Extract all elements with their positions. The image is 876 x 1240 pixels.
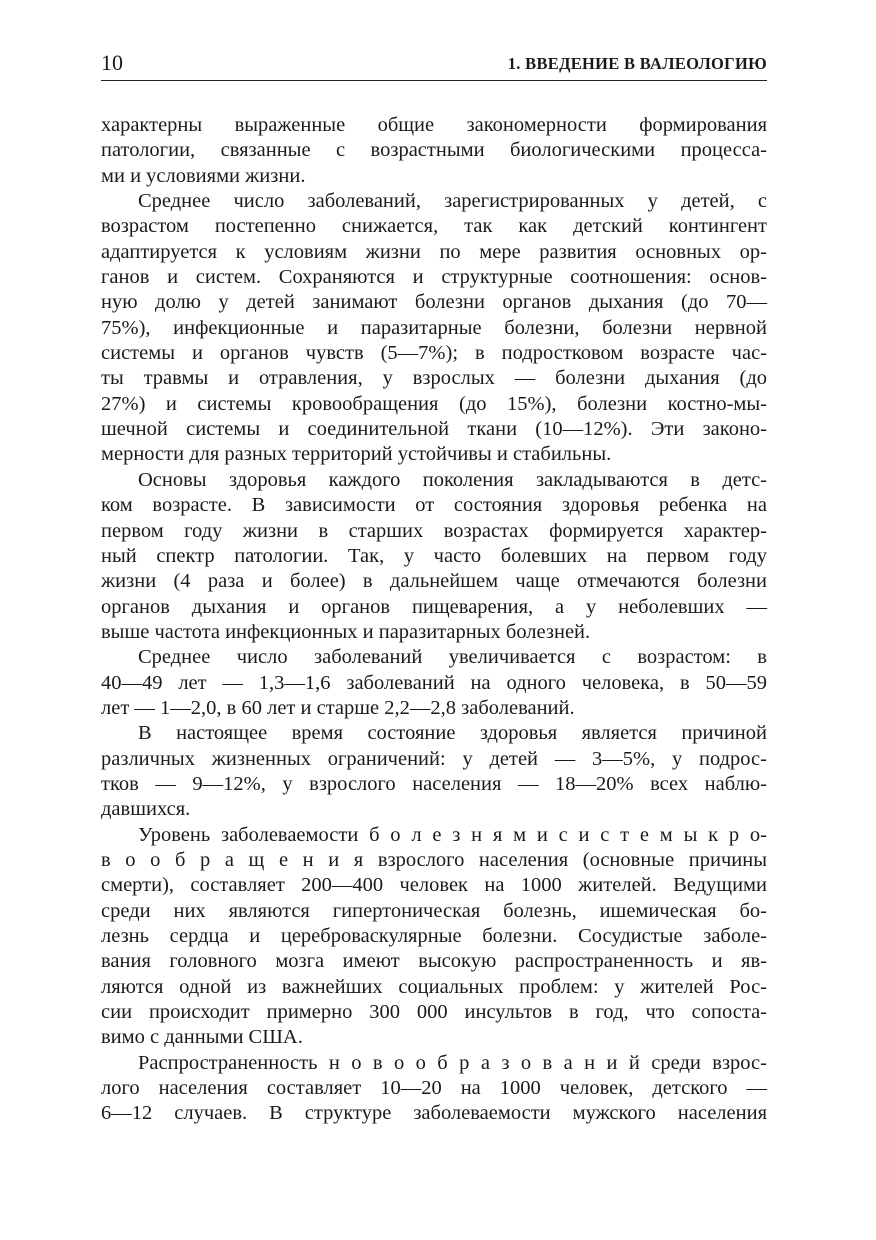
text-line: ный спектр патологии. Так, у часто болевших на первом году (101, 544, 767, 567)
paragraph (101, 189, 767, 468)
text-line: системы и органов чувств (5—7%); в подростковом возрасте час- (101, 342, 767, 365)
page-header (101, 50, 767, 81)
text-line: мерности для разных территорий устойчивы и стабильны. (101, 443, 612, 466)
text-line: сии происходит примерно 300 000 инсультов в год, что сопоста- (101, 1001, 767, 1024)
text-line: Среднее число заболеваний увеличивается с возрастом: в (138, 646, 767, 669)
paragraph (101, 468, 767, 645)
paragraph (101, 645, 767, 721)
text-line: первом году жизни в старших возрастах формируется характер- (101, 519, 767, 542)
text-line: ляются одной из важнейших социальных проблем: у жителей Рос- (101, 975, 767, 998)
text-line: лого населения составляет 10—20 на 1000 человек, детского — (101, 1077, 767, 1100)
text-line: органов дыхания и органов пищеварения, а у неболевших — (101, 595, 767, 618)
text-line: тков — 9—12%, у взрослого населения — 18—20% всех наблю- (101, 772, 767, 795)
text-line: Распространенность н о в о о б р а з о в а н и й среди взрос- (138, 1051, 767, 1074)
paragraph (101, 113, 767, 189)
page-number: 10 (101, 50, 123, 75)
body-text (101, 113, 767, 1127)
text-line: Уровень заболеваемости б о л е з н я м и с и с т е м ы к р о- (138, 823, 767, 846)
text-line: 75%), инфекционные и паразитарные болезни, болезни нервной (101, 316, 767, 339)
text-line: ганов и систем. Сохраняются и структурные соотношения: основ- (101, 266, 767, 289)
text-line: ком возрасте. В зависимости от состояния здоровья ребенка на (101, 494, 767, 517)
text-line: давшихся. (101, 798, 191, 821)
text-line: среди них являются гипертоническая болезнь, ишемическая бо- (101, 899, 767, 922)
text-line: смерти), составляет 200—400 человек на 1000 жителей. Ведущими (101, 874, 767, 897)
text-line: жизни (4 раза и более) в дальнейшем чаще отмечаются болезни (101, 570, 767, 593)
text-line: патологии, связанные с возрастными биологическими процесса- (101, 139, 767, 162)
text-line: лезнь сердца и цереброваскулярные болезни. Сосудистые заболе- (101, 925, 767, 947)
text-line: ную долю у детей занимают болезни органов дыхания (до 70— (101, 291, 767, 314)
text-line: лет — 1—2,0, в 60 лет и старше 2,2—2,8 заболеваний. (101, 696, 575, 719)
text-line: адаптируется к условиям жизни по мере развития основных ор- (101, 240, 767, 263)
text-line: В настоящее время состояние здоровья является причиной (138, 722, 767, 745)
text-line: ты травмы и отравления, у взрослых — болезни дыхания (до (101, 367, 767, 390)
paragraph (101, 721, 767, 822)
text-line: вимо с данными США. (101, 1026, 303, 1049)
text-line: 40—49 лет — 1,3—1,6 заболеваний на одного человека, в 50—59 (101, 671, 767, 694)
text-line: 6—12 случаев. В структуре заболеваемости мужского населения (101, 1102, 767, 1125)
text-line: выше частота инфекционных и паразитарных болезней. (101, 620, 591, 643)
running-head: 1. ВВЕДЕНИЕ В ВАЛЕОЛОГИЮ (507, 54, 767, 73)
text-line: различных жизненных ограничений: у детей — 3—5%, у подрос- (101, 747, 767, 770)
text-line: в о о б р а щ е н и я взрослого населения (основные причины (101, 848, 767, 871)
text-line: возрастом постепенно снижается, так как детский контингент (101, 215, 767, 238)
text-line: характерны выраженные общие закономерности формирования (101, 114, 767, 136)
paragraph (101, 1051, 767, 1127)
text-line: ми и условиями жизни. (101, 164, 306, 187)
text-line: 27%) и системы кровообращения (до 15%), болезни костно-мы- (101, 392, 767, 415)
text-line: вания головного мозга имеют высокую распространенность и яв- (101, 950, 767, 973)
paragraph (101, 823, 767, 1051)
text-line: Основы здоровья каждого поколения закладываются в детс- (138, 468, 767, 491)
text-line: Среднее число заболеваний, зарегистрированных у детей, с (138, 190, 767, 213)
text-line: шечной системы и соединительной ткани (10—12%). Эти законо- (101, 418, 767, 441)
